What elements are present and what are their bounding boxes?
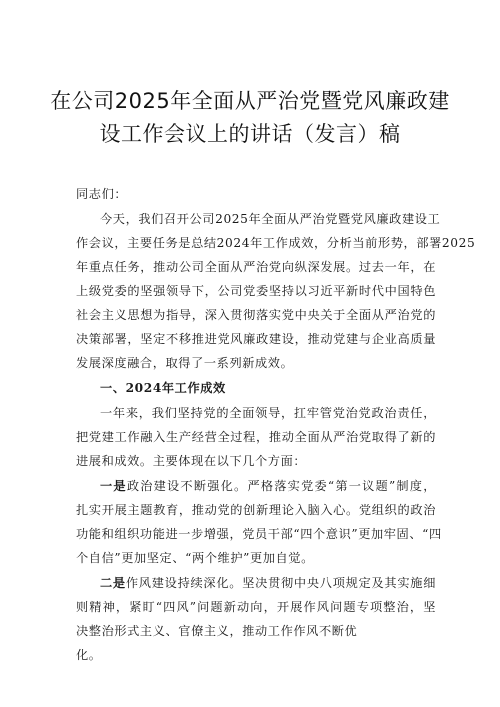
point-1-line: 个自信”更加坚定、“两个维护”更加自觉。: [76, 551, 314, 565]
paragraph-1-line: 决策部署，坚定不移推进党风廉政建设，推动党建与企业高质量: [76, 332, 436, 346]
point-1-line: [76, 478, 436, 494]
point-2-line: 决整治形式主义、官僚主义，推动工作作风不断优: [76, 624, 358, 638]
point-2-text: 作风建设持续深化。坚决贯彻中央八项规定及其实施细: [125, 576, 436, 590]
section-heading-1: 一、2024年工作成效: [100, 381, 226, 395]
paragraph-1-line: 发展深度融合，取得了一系列新成效。: [76, 356, 294, 370]
paragraph-1-line: 上级党委的坚强领导下，公司党委坚持以习近平新时代中国特色: [76, 284, 436, 298]
point-2-line: [76, 575, 436, 591]
point-2-line: 化。: [76, 648, 102, 662]
salutation: 同志们：: [76, 187, 128, 201]
paragraph-1-line: 今天，我们召开公司2025年全面从严治党暨党风廉政建设工: [100, 212, 441, 226]
paragraph-1-line: 社会主义思想为指导，深入贯彻落实党中央关于全面从严治党的: [76, 308, 436, 322]
paragraph-2-line: 进展和成效。主要体现在以下几个方面：: [76, 454, 307, 468]
paragraph-1-line: 年重点任务，推动公司全面从严治党向纵深发展。过去一年，在: [76, 260, 436, 274]
paragraph-2-line: 一年来，我们坚持党的全面领导，扛牢管党治党政治责任，: [100, 406, 436, 420]
point-2-line: 则精神，紧盯“四风”问题新动向，开展作风问题专项整治，坚: [76, 600, 436, 614]
point-2-lead: 二是: [100, 576, 126, 590]
document-title-line-1: 在公司2025年全面从严治党暨党风廉政建: [50, 89, 450, 113]
paragraph-2-line: 把党建工作融入生产经营全过程，推动全面从严治党取得了新的: [76, 430, 436, 444]
point-1-line: 扎实开展主题教育，推动党的创新理论入脑入心。党组织的政治: [76, 503, 436, 517]
document-title-line-2: 设工作会议上的讲话（发言）稿: [99, 122, 401, 146]
point-1-lead: 一是: [100, 479, 127, 493]
point-1-text: 政治建设不断强化。严格落实党委“第一议题”制度，: [126, 479, 436, 493]
point-1-line: 功能和组织功能进一步增强，党员干部“四个意识”更加牢固、“四: [76, 527, 442, 541]
paragraph-1-line: 作会议，主要任务是总结2024年工作成效，分析当前形势，部署2025: [76, 236, 476, 250]
